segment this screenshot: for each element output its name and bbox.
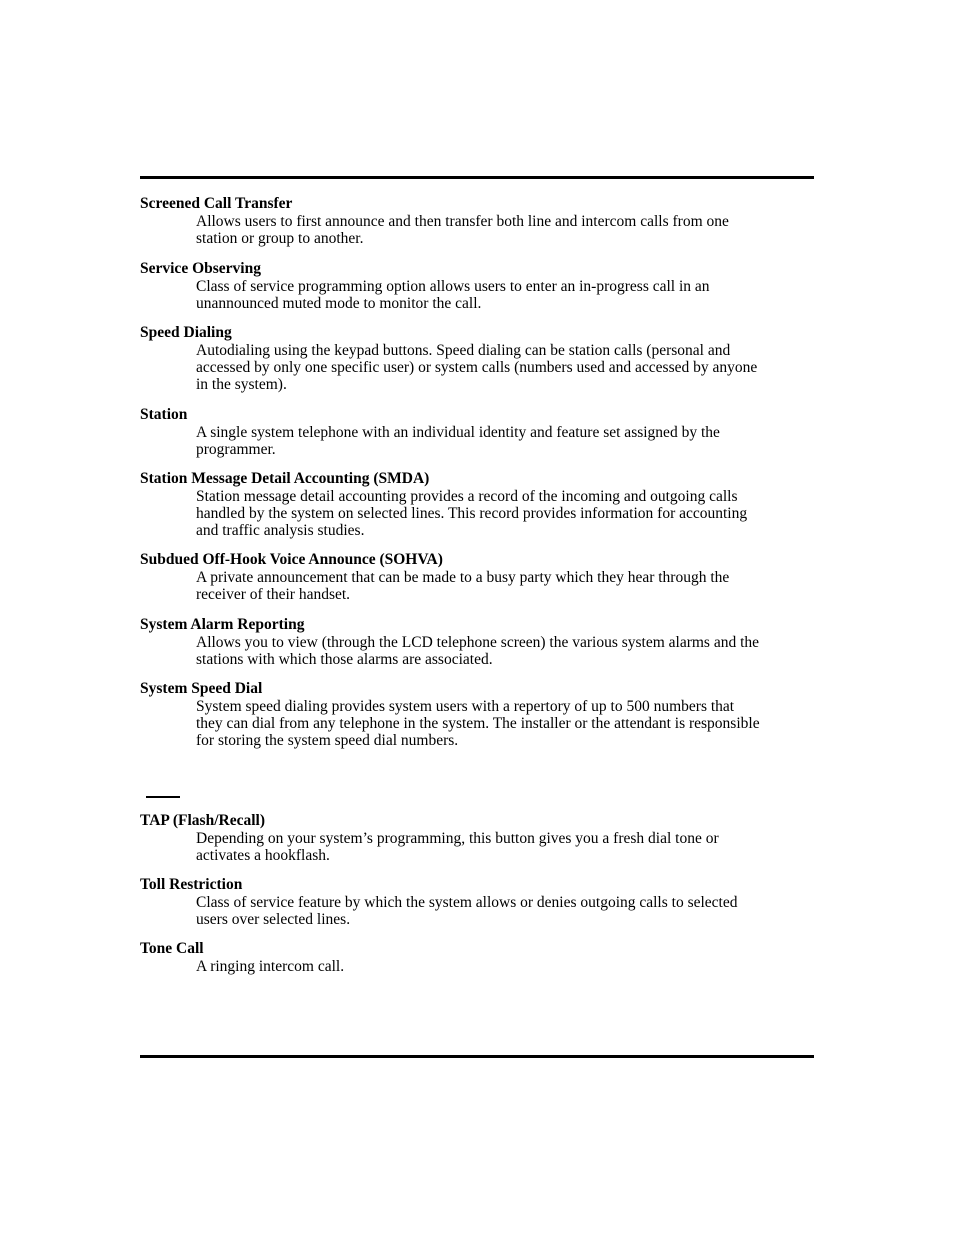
glossary-term: Station <box>140 406 188 423</box>
glossary-entry-smda <box>140 470 780 539</box>
glossary-entry-system-alarm-reporting <box>140 616 780 668</box>
glossary-definition: A private announcement that can be made to a busy party which they hear through the receiver of their handset. <box>196 568 730 603</box>
glossary-definition: Depending on your system’s programming, this button gives you a fresh dial tone or activates a hookflash. <box>196 829 719 864</box>
glossary-definition: Station message detail accounting provides a record of the incoming and outgoing calls handled by the system on selected lines. This record provides information for accounting and traffic analysis studies. <box>196 487 748 540</box>
glossary-term: Tone Call <box>140 940 204 957</box>
glossary-entry-speed-dialing <box>140 324 780 393</box>
glossary-definition: System speed dialing provides system users with a repertory of up to 500 numbers that they can dial from any telephone in the system. The installer or the attendant is responsible for storing the system speed dial numbers. <box>196 697 760 750</box>
glossary-term: System Alarm Reporting <box>140 616 305 633</box>
glossary-entry-station <box>140 406 780 458</box>
glossary-definition: Allows users to first announce and then transfer both line and intercom calls from one station or group to another. <box>196 212 729 247</box>
glossary-term: Subdued Off-Hook Voice Announce (SOHVA) <box>140 551 443 568</box>
bottom-rule <box>140 1055 814 1058</box>
glossary-definition: A ringing intercom call. <box>196 957 345 975</box>
glossary-entry-toll-restriction <box>140 876 780 928</box>
glossary-entry-tone-call <box>140 940 780 975</box>
glossary-term: Speed Dialing <box>140 324 232 341</box>
section-divider-mark <box>146 796 180 798</box>
glossary-definition: Allows you to view (through the LCD telephone screen) the various system alarms and the stations with which those alarms are associated. <box>196 633 760 668</box>
glossary-entry-tap <box>140 812 780 864</box>
glossary-entry-screened-call-transfer <box>140 195 780 247</box>
glossary-term: Screened Call Transfer <box>140 195 293 212</box>
glossary-term: System Speed Dial <box>140 680 263 697</box>
glossary-entry-service-observing <box>140 260 780 312</box>
glossary-term: Station Message Detail Accounting (SMDA) <box>140 470 430 487</box>
glossary-entry-system-speed-dial <box>140 680 780 749</box>
top-rule <box>140 176 814 179</box>
glossary-entry-sohva <box>140 551 780 603</box>
glossary-definition: Class of service feature by which the system allows or denies outgoing calls to selected users over selected lines. <box>196 893 738 928</box>
glossary-term: Toll Restriction <box>140 876 243 893</box>
glossary-definition: A single system telephone with an individual identity and feature set assigned by the programmer. <box>196 423 720 458</box>
glossary-definition: Autodialing using the keypad buttons. Speed dialing can be station calls (personal and accessed by only one specific user) or system calls (numbers used and accessed by anyone in the system). <box>196 341 758 394</box>
glossary-term: Service Observing <box>140 260 261 277</box>
glossary-definition: Class of service programming option allows users to enter an in-progress call in an unannounced muted mode to monitor the call. <box>196 277 710 312</box>
glossary-term: TAP (Flash/Recall) <box>140 812 265 829</box>
